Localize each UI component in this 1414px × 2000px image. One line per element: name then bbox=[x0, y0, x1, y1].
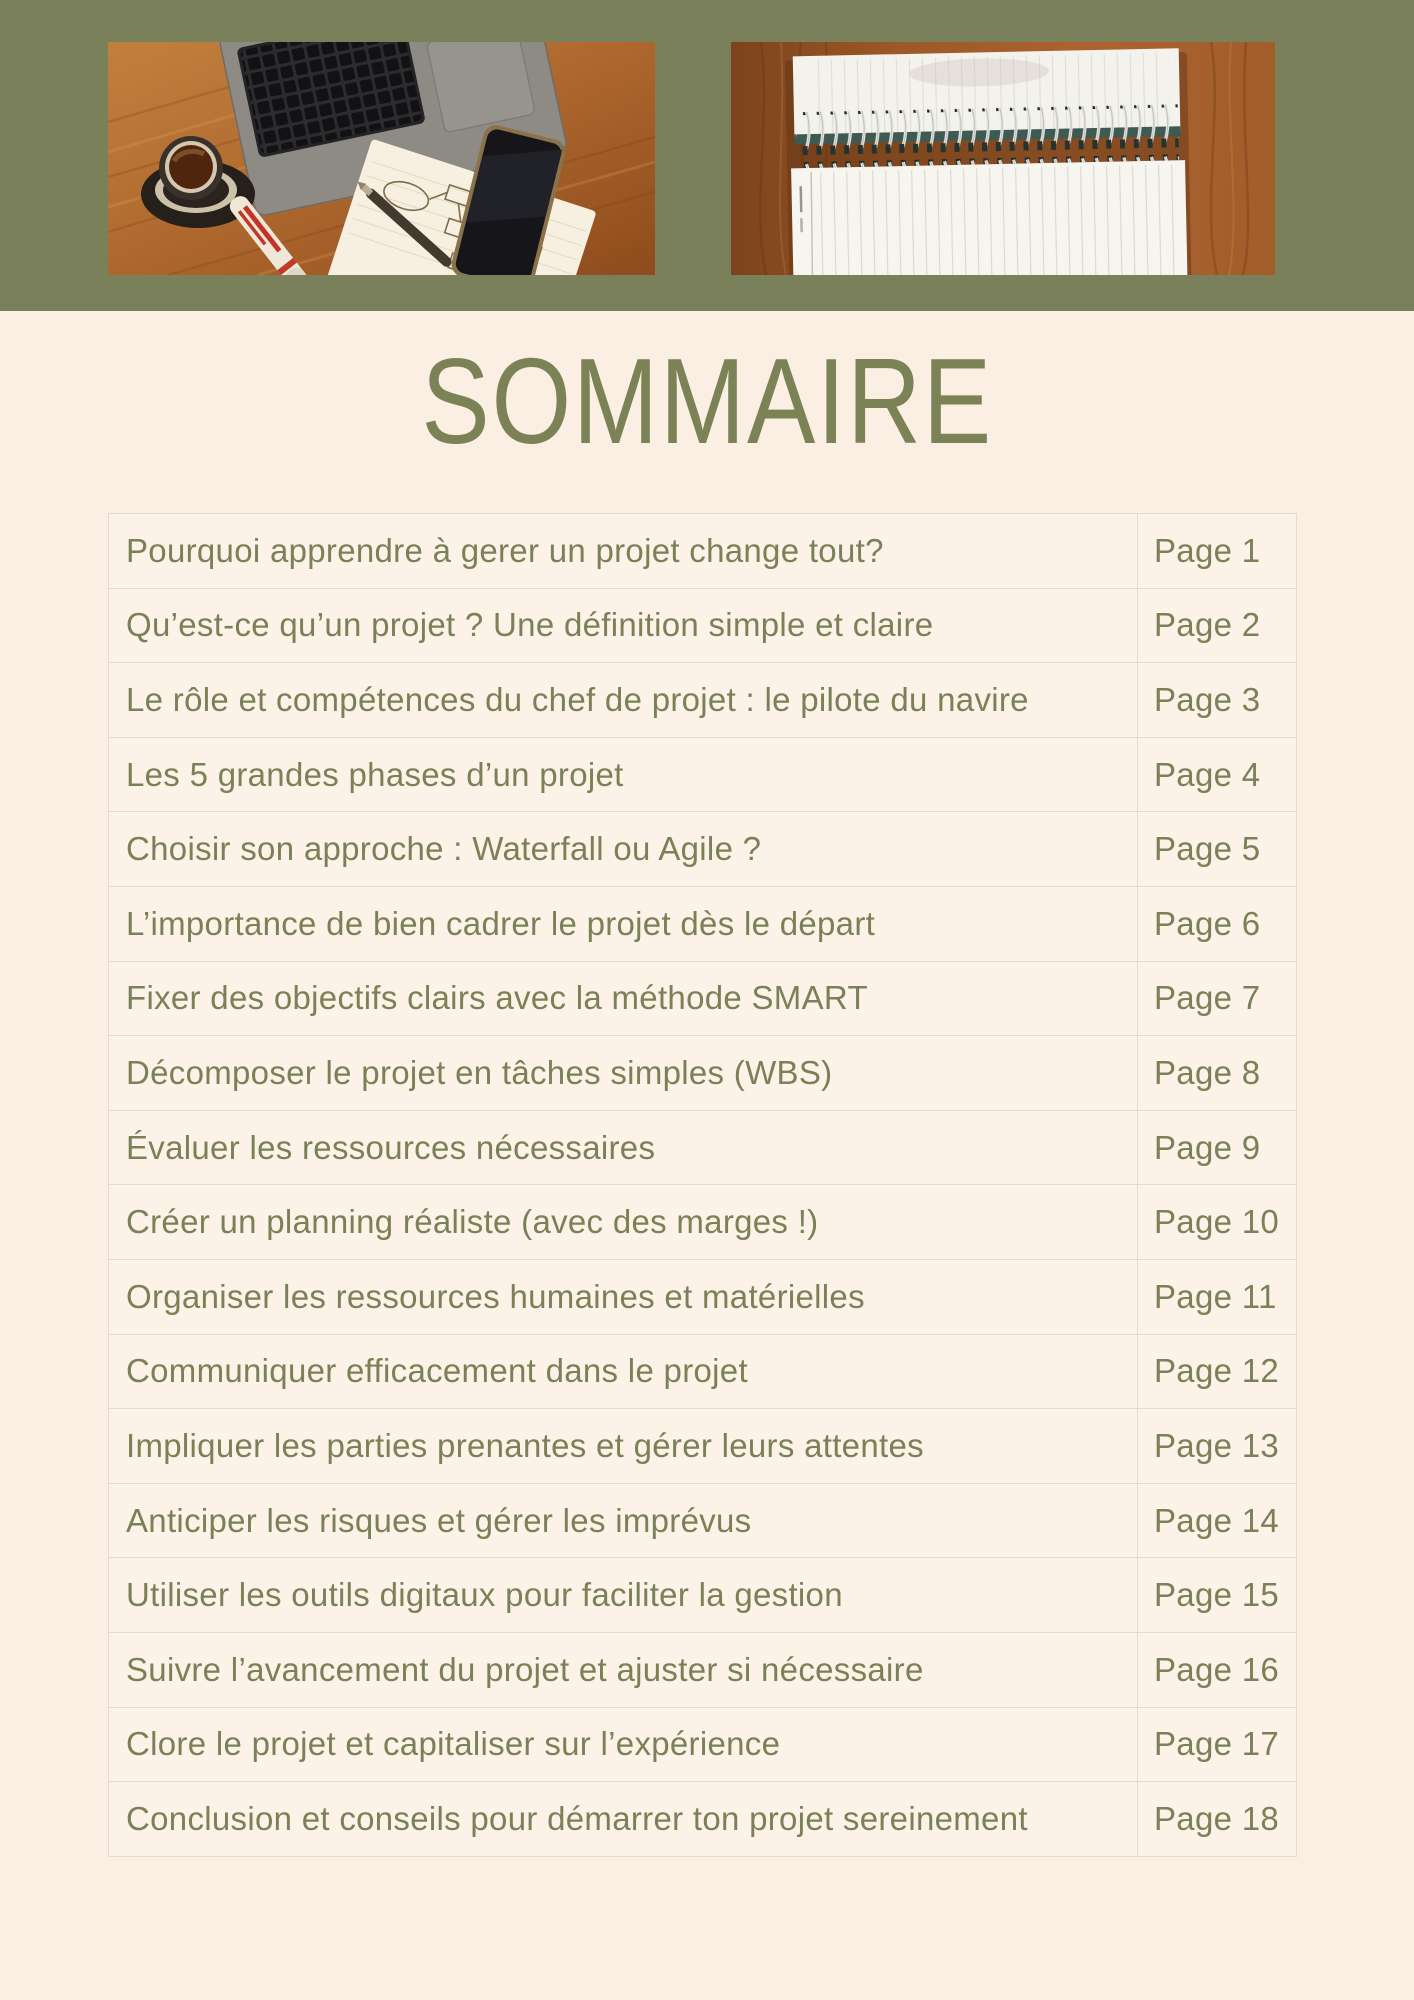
spiral-notebook-photo bbox=[731, 42, 1275, 275]
toc-row-page: Page 17 bbox=[1138, 1708, 1296, 1782]
toc-row-page: Page 7 bbox=[1138, 962, 1296, 1036]
toc-row-page: Page 15 bbox=[1138, 1558, 1296, 1632]
toc-row-title: Organiser les ressources humaines et matérielles bbox=[109, 1260, 1137, 1334]
toc-row-page: Page 3 bbox=[1138, 663, 1296, 737]
toc-row-title: Évaluer les ressources nécessaires bbox=[109, 1111, 1137, 1185]
toc-table bbox=[108, 513, 1297, 1857]
toc-row-page: Page 16 bbox=[1138, 1633, 1296, 1707]
toc-row-title: Utiliser les outils digitaux pour faciliter la gestion bbox=[109, 1558, 1137, 1632]
toc-row-title: Choisir son approche : Waterfall ou Agile ? bbox=[109, 812, 1137, 886]
page-title: SOMMAIRE bbox=[421, 333, 993, 469]
header-band bbox=[0, 0, 1414, 311]
toc-row-page: Page 12 bbox=[1138, 1335, 1296, 1409]
spiral-notebook bbox=[785, 48, 1192, 275]
toc-row-title: Communiquer efficacement dans le projet bbox=[109, 1335, 1137, 1409]
toc-row-page: Page 4 bbox=[1138, 738, 1296, 812]
toc-row-title: Décomposer le projet en tâches simples (WBS) bbox=[109, 1036, 1137, 1110]
spiral-coils bbox=[796, 104, 1179, 168]
toc-row-page: Page 2 bbox=[1138, 589, 1296, 663]
toc-row-title: Le rôle et compétences du chef de projet : le pilote du navire bbox=[109, 663, 1137, 737]
toc-row-title: Créer un planning réaliste (avec des marges !) bbox=[109, 1185, 1137, 1259]
toc-row-page: Page 18 bbox=[1138, 1782, 1296, 1856]
toc-row-page: Page 14 bbox=[1138, 1484, 1296, 1558]
toc-row-title: Les 5 grandes phases d’un projet bbox=[109, 738, 1137, 812]
toc-row-title: Qu’est-ce qu’un projet ? Une définition simple et claire bbox=[109, 589, 1137, 663]
toc-row-page: Page 13 bbox=[1138, 1409, 1296, 1483]
toc-row-title: Clore le projet et capitaliser sur l’expérience bbox=[109, 1708, 1137, 1782]
desk-laptop-coffee-photo bbox=[108, 42, 655, 275]
toc-row-page: Page 10 bbox=[1138, 1185, 1296, 1259]
toc-row-page: Page 9 bbox=[1138, 1111, 1296, 1185]
toc-row-page: Page 1 bbox=[1138, 514, 1296, 588]
toc-row-title: Conclusion et conseils pour démarrer ton projet sereinement bbox=[109, 1782, 1137, 1856]
toc-row-page: Page 8 bbox=[1138, 1036, 1296, 1110]
toc-row-title: Pourquoi apprendre à gerer un projet change tout? bbox=[109, 514, 1137, 588]
toc-row-page: Page 11 bbox=[1138, 1260, 1296, 1334]
toc-row-title: Impliquer les parties prenantes et gérer leurs attentes bbox=[109, 1409, 1137, 1483]
title-wrap bbox=[0, 333, 1414, 469]
toc-row-title: Fixer des objectifs clairs avec la méthode SMART bbox=[109, 962, 1137, 1036]
toc-row-title: Suivre l’avancement du projet et ajuster si nécessaire bbox=[109, 1633, 1137, 1707]
toc-row-title: Anticiper les risques et gérer les imprévus bbox=[109, 1484, 1137, 1558]
toc-row-page: Page 5 bbox=[1138, 812, 1296, 886]
toc-row-page: Page 6 bbox=[1138, 887, 1296, 961]
toc-row-title: L’importance de bien cadrer le projet dès le départ bbox=[109, 887, 1137, 961]
